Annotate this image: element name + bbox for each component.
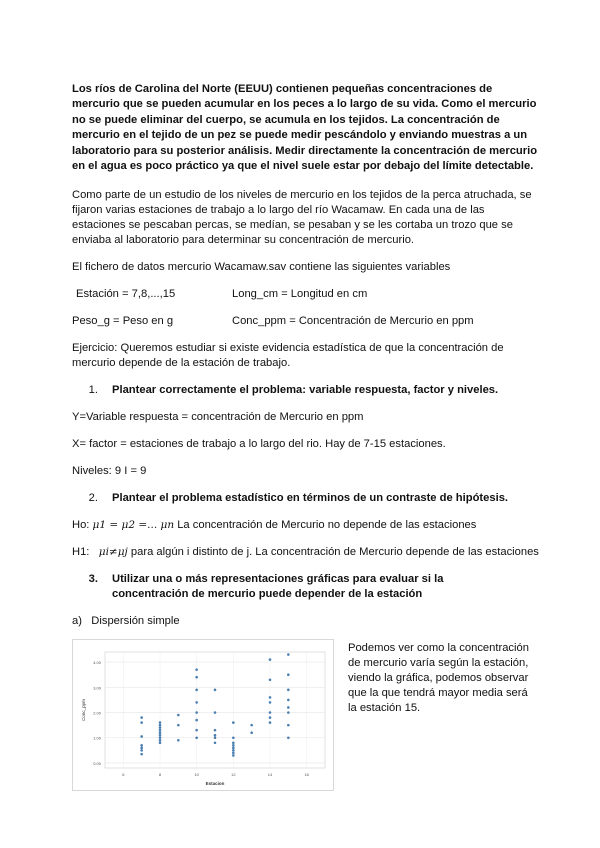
data-point <box>195 702 198 705</box>
chart-side-note: Podemos ver como la concentración de mercurio varía según la estación, viendo la gráfica, podemos observar que la que tendrá mayor media será la estación 15. <box>348 642 529 715</box>
y-axis-label: Conc_ppm <box>81 699 86 722</box>
data-point <box>177 724 180 727</box>
step-1-heading <box>72 383 540 398</box>
data-point <box>250 732 253 735</box>
study-paragraph: Como parte de un estudio de los niveles de mercurio en los tejidos de la perca atruchada, se fijaron varias estaciones de trabajo a lo largo del río Wacamaw. En cada una de las estaciones se pescaban percas, se medían, se pesaban y se les cortaba un trozo que se enviaba al laboratorio para determinar su concentración de mercurio. <box>72 189 532 247</box>
h0-math: μ1 = μ2 =... μn <box>92 519 175 532</box>
step-3-heading <box>72 572 540 602</box>
scatter-chart-frame <box>72 639 334 791</box>
y-tick-label: 4.00 <box>93 660 101 666</box>
data-point <box>232 744 235 747</box>
data-point <box>269 722 272 725</box>
data-point <box>214 742 217 745</box>
intro-paragraph: Los ríos de Carolina del Norte (EEUU) contienen pequeñas concentraciones de mercurio que se pueden acumular en los peces a lo largo de su vida. Como el mercurio no se puede eliminar del cuerpo, se acumula en los tejidos. La concentración de mercurio en el tejido de un pez se puede medir pescándolo y enviando muestras a un laboratorio para su posterior análisis. Medir directamente la concentración de mercurio en el agua es poco práctico ya que el nivel suele estar por debajo del límite detectable. <box>72 83 538 173</box>
y-tick-label: 0.00 <box>93 761 101 767</box>
y-definition: Y=Variable respuesta = concentración de Mercurio en ppm <box>72 411 364 424</box>
sub-a-label: a) <box>72 615 82 628</box>
data-point <box>195 669 198 672</box>
data-point <box>159 742 162 745</box>
data-point <box>214 737 217 740</box>
data-point <box>195 729 198 732</box>
data-point <box>159 722 162 725</box>
exercise-paragraph: Ejercicio: Queremos estudiar si existe evidencia estadística de que la concentración de mercurio depende de la estación de trabajo. <box>72 342 504 370</box>
data-point <box>269 697 272 700</box>
data-point <box>269 712 272 715</box>
step-1-number: 1. <box>88 384 98 397</box>
x-definition: X= factor = estaciones de trabajo a lo largo del rio. Hay de 7-15 estaciones. <box>72 438 446 451</box>
data-point <box>287 689 290 692</box>
data-point <box>195 712 198 715</box>
data-point <box>159 734 162 737</box>
data-point <box>287 712 290 715</box>
var-long: Long_cm = Longitud en cm <box>232 288 368 301</box>
step-2-heading <box>72 491 540 506</box>
data-point <box>140 722 143 725</box>
x-tick-label: 14 <box>267 772 273 778</box>
data-point <box>159 724 162 727</box>
data-point <box>232 742 235 745</box>
data-point <box>140 749 143 752</box>
sub-a-text: Dispersión simple <box>91 615 180 628</box>
data-point <box>140 753 143 756</box>
step-3-title: Utilizar una o más representaciones gráficas para evaluar si la concentración de mercurio puede depender de la estación <box>112 573 444 601</box>
data-point <box>177 739 180 742</box>
data-point <box>269 717 272 720</box>
data-point <box>287 724 290 727</box>
data-point <box>214 734 217 737</box>
data-point <box>232 737 235 740</box>
y-tick-label: 2.00 <box>93 710 101 716</box>
h0-line <box>72 518 540 533</box>
data-point <box>140 736 143 739</box>
h1-label: H1: <box>72 546 90 559</box>
data-point <box>287 674 290 677</box>
data-point <box>159 739 162 742</box>
h1-text: para algún i distinto de j. La concentración de Mercurio depende de las estaciones <box>130 546 539 559</box>
data-point <box>195 737 198 740</box>
data-point <box>287 699 290 702</box>
step-1-title: Plantear correctamente el problema: variable respuesta, factor y niveles. <box>112 384 499 397</box>
data-point <box>214 689 217 692</box>
data-point <box>140 744 143 747</box>
data-point <box>232 755 235 758</box>
var-peso: Peso_g = Peso en g <box>72 315 174 328</box>
h1-math: μi≠μj <box>98 546 128 559</box>
data-point <box>232 722 235 725</box>
x-tick-label: 6 <box>122 772 125 778</box>
data-point <box>159 737 162 740</box>
var-estacion: Estación = 7,8,...,15 <box>76 288 176 301</box>
x-tick-label: 12 <box>231 772 236 778</box>
niveles-line: Niveles: 9 I = 9 <box>72 465 147 478</box>
sub-a-line <box>72 614 540 629</box>
step-3-number: 3. <box>88 573 98 586</box>
data-point <box>250 724 253 727</box>
document-page <box>72 82 540 787</box>
figure-area <box>72 639 540 787</box>
x-tick-label: 16 <box>304 772 309 778</box>
file-line: El fichero de datos mercurio Wacamaw.sav contiene las siguientes variables <box>72 261 451 274</box>
data-point <box>159 727 162 730</box>
data-point <box>287 737 290 740</box>
data-point <box>195 689 198 692</box>
data-point <box>287 707 290 710</box>
variables-row-2 <box>72 314 540 329</box>
data-point <box>269 679 272 682</box>
data-point <box>214 729 217 732</box>
data-point <box>140 747 143 750</box>
data-point <box>269 702 272 705</box>
y-tick-label: 3.00 <box>93 685 101 691</box>
h1-line <box>72 545 540 560</box>
h0-label: Ho: <box>72 519 90 532</box>
data-point <box>232 749 235 752</box>
data-point <box>287 654 290 657</box>
data-point <box>214 712 217 715</box>
plot-area <box>105 652 325 768</box>
data-point <box>159 732 162 735</box>
data-point <box>195 676 198 679</box>
h0-text: La concentración de Mercurio no depende de las estaciones <box>177 519 477 532</box>
x-tick-label: 8 <box>158 772 162 778</box>
data-point <box>232 752 235 755</box>
data-point <box>159 729 162 732</box>
data-point <box>177 714 180 717</box>
x-axis-label: Estacion <box>205 781 225 787</box>
data-point <box>232 747 235 750</box>
data-point <box>269 659 272 662</box>
step-2-title: Plantear el problema estadístico en términos de un contraste de hipótesis. <box>112 492 509 505</box>
data-point <box>195 719 198 722</box>
y-tick-label: 1.00 <box>93 736 101 742</box>
var-conc: Conc_ppm = Concentración de Mercurio en ppm <box>232 315 474 328</box>
scatter-chart <box>73 640 333 790</box>
variables-row-1 <box>72 287 540 302</box>
step-2-number: 2. <box>88 492 98 505</box>
x-tick-label: 10 <box>194 772 199 778</box>
data-point <box>140 717 143 720</box>
